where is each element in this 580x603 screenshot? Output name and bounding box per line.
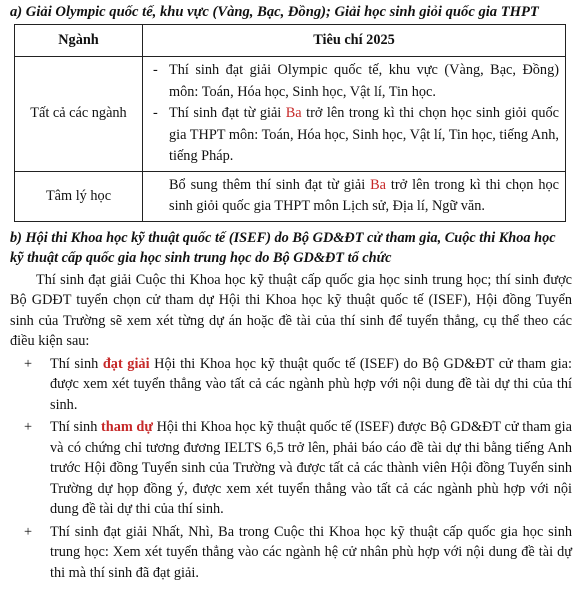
list-item — [10, 417, 572, 520]
text-part: trở lên trong kì thi chọn học sinh giỏi quốc gia THPT môn: Toán, Hóa học, Sinh học, Vật lí, Tin học, tiếng Anh, tiếng Pháp. — [169, 105, 559, 164]
criteria-bullet — [153, 60, 559, 103]
text-part: trở lên trong kì thi chọn học sinh giỏi quốc gia THPT môn Lịch sử, Địa lí, Ngữ văn. — [169, 176, 559, 214]
criteria-psychology — [143, 171, 566, 221]
highlight-text: Ba — [285, 105, 302, 121]
table-header-row — [15, 25, 566, 57]
section-b-intro: Thí sinh đạt giải Cuộc thi Khoa học kỹ thuật cấp quốc gia học sinh trung học; thí sinh được Bộ GDĐT tuyển chọn cử tham dự Hội thi Khoa học kỹ thuật quốc tế (ISEF), Hội đồng Tuyển sinh của Trường sẽ xem xét từng dự án hoặc đề tài của thí sinh để tuyển thẳng, cụ thể theo các điều kiện sau: — [10, 271, 572, 349]
text-part: Thí sinh đạt giải Nhất, Nhì, Ba trong Cuộc thi Khoa học kỹ thuật cấp quốc gia học sinh trung học: Xem xét tuyển thẳng vào các ngành hệ cử nhân phù hợp với nội dung đề tài dự thi mà thí sinh đã đạt giải. — [50, 523, 572, 581]
highlight-text: Ba — [370, 176, 387, 193]
table-row — [15, 57, 566, 172]
text-part: Thí sinh — [50, 419, 101, 435]
text-part: Hội thi Khoa học kỹ thuật quốc tế (ISEF) được Bộ GD&ĐT cử tham gia và có chứng chỉ tương đương IELTS 6,5 trở lên, phải báo cáo đề tài dự thi bằng tiếng Anh trước Hội đồng Tuyển sinh của Trường và được tất cả các thành viên Hội đồng Tuyển sinh Trường dự họp đồng ý, được xem xét tuyển thẳng vào tất cả các ngành phù hợp với nội dung đề tài dự thi của thí sinh. — [50, 419, 572, 517]
text-part: Thí sinh — [50, 355, 103, 372]
text-part: Hội thi Khoa học kỹ thuật quốc tế (ISEF) do Bộ GD&ĐT cử tham gia: được xem xét tuyển thẳng vào tất cả các ngành phù hợp với nội dung đề tài dự thi của thí sinh. — [50, 355, 572, 413]
bullet-text — [169, 103, 559, 168]
major-psychology: Tâm lý học — [15, 171, 143, 221]
section-b-heading: b) Hội thi Khoa học kỹ thuật quốc tế (ISEF) do Bộ GD&ĐT cử tham gia, Cuộc thi Khoa học kỹ thuật cấp quốc gia học sinh trung học do Bộ GD&ĐT tổ chức — [10, 229, 556, 266]
header-criteria: Tiêu chí 2025 — [143, 25, 566, 57]
criteria-all — [143, 57, 566, 172]
list-item — [10, 522, 572, 584]
major-all: Tất cả các ngành — [15, 57, 143, 172]
bullet-text: Thí sinh đạt giải Olympic quốc tế, khu vực (Vàng, Bạc, Đồng) môn: Toán, Hóa học, Sinh học, Vật lí, Tin học. — [169, 62, 559, 100]
list-item-text — [50, 354, 572, 416]
text-part: Thí sinh đạt từ giải — [169, 105, 286, 121]
text-part: Bổ sung thêm thí sinh đạt từ giải — [169, 176, 371, 193]
highlight-text: tham dự — [101, 419, 153, 435]
table-row — [15, 171, 566, 221]
plus-mark: + — [24, 419, 33, 435]
list-item — [10, 354, 572, 416]
criteria-bullet — [153, 103, 559, 168]
criteria-table — [14, 24, 566, 222]
plus-mark: + — [24, 523, 33, 540]
section-b — [10, 228, 572, 584]
list-item-text — [50, 522, 572, 584]
list-item-text — [50, 417, 572, 520]
highlight-text: đạt giải — [102, 355, 150, 372]
plus-mark: + — [24, 355, 33, 372]
header-major: Ngành — [15, 25, 143, 57]
bullet-dash: - — [153, 105, 158, 121]
bullet-dash: - — [153, 62, 158, 78]
section-a-heading: a) Giải Olympic quốc tế, khu vực (Vàng, Bạc, Đồng); Giải học sinh giỏi quốc gia THPT — [10, 4, 539, 20]
document-page — [0, 3, 580, 603]
